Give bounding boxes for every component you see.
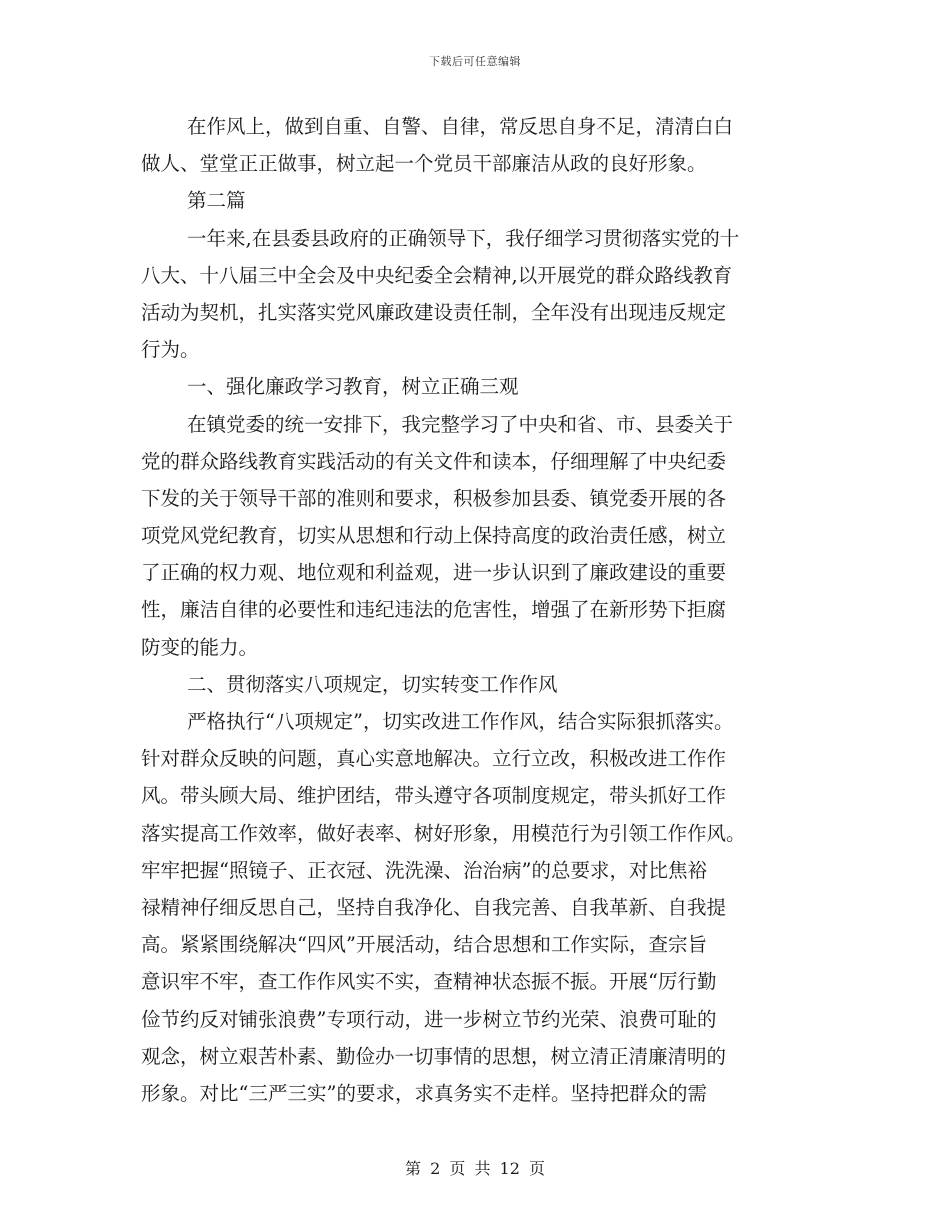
text-line: 针对群众反映的问题，真心实意地解决。立行立改，积极改进工作作 <box>141 747 727 771</box>
document-body <box>141 108 809 1112</box>
page-footer: 第 2 页 共 12 页 <box>405 1159 545 1178</box>
text-line: 风。带头顾大局、维护团结，带头遵守各项制度规定，带头抓好工作 <box>141 784 727 808</box>
text-line: 俭节约反对铺张浪费”专项行动，进一步树立节约光荣、浪费可耻的 <box>141 1007 717 1031</box>
text-line: 第二篇 <box>187 189 246 213</box>
text-line: 禄精神仔细反思自己，坚持自我净化、自我完善、自我革新、自我提 <box>141 895 727 919</box>
text-line: 观念，树立艰苦朴素、勤俭办一切事情的思想，树立清正清廉清明的 <box>141 1044 727 1068</box>
text-line: 性，廉洁自律的必要性和违纪违法的危害性，增强了在新形势下拒腐 <box>141 598 727 622</box>
text-line: 八大、十八届三中全会及中央纪委全会精神,以开展党的群众路线教育 <box>141 263 733 287</box>
text-line: 活动为契机，扎实落实党风廉政建设责任制，全年没有出现违反规定 <box>141 300 727 324</box>
text-line: 意识牢不牢，查工作作风实不实，查精神状态振不振。开展“厉行勤 <box>141 970 717 994</box>
page-header-note: 下载后可任意编辑 <box>429 55 521 68</box>
text-line: 一、强化廉政学习教育，树立正确三观 <box>187 375 519 399</box>
text-line: 行为。 <box>141 338 200 362</box>
text-line: 防变的能力。 <box>141 635 259 659</box>
text-line: 做人、堂堂正正做事，树立起一个党员干部廉洁从政的良好形象。 <box>141 152 707 176</box>
text-line: 项党风党纪教育，切实从思想和行动上保持高度的政治责任感，树立 <box>141 524 727 548</box>
text-line: 严格执行“八项规定”，切实改进工作作风，结合实际狠抓落实。 <box>187 710 734 733</box>
text-line: 了正确的权力观、地位观和利益观，进一步认识到了廉政建设的重要 <box>141 561 727 585</box>
text-line: 一年来,在县委县政府的正确领导下，我仔细学习贯彻落实党的十 <box>187 226 740 250</box>
text-line: 下发的关于领导干部的准则和要求，积极参加县委、镇党委开展的各 <box>141 486 727 510</box>
text-line: 在镇党委的统一安排下，我完整学习了中央和省、市、县委关于 <box>187 412 734 436</box>
text-line: 二、贯彻落实八项规定，切实转变工作作风 <box>187 672 558 696</box>
text-line: 党的群众路线教育实践活动的有关文件和读本，仔细理解了中央纪委 <box>141 449 727 473</box>
text-line: 高。紧紧围绕解决“四风”开展活动，结合思想和工作实际，查宗旨 <box>141 933 707 957</box>
text-line: 形象。对比“三严三实”的要求，求真务实不走样。坚持把群众的需 <box>141 1081 707 1105</box>
text-line: 牢牢把握“照镜子、正衣冠、洗洗澡、治治病”的总要求，对比焦裕 <box>141 858 707 882</box>
text-line: 在作风上，做到自重、自警、自律，常反思自身不足，清清白白 <box>187 115 734 138</box>
text-line: 落实提高工作效率，做好表率、树好形象，用模范行为引领工作作风。 <box>141 821 746 845</box>
